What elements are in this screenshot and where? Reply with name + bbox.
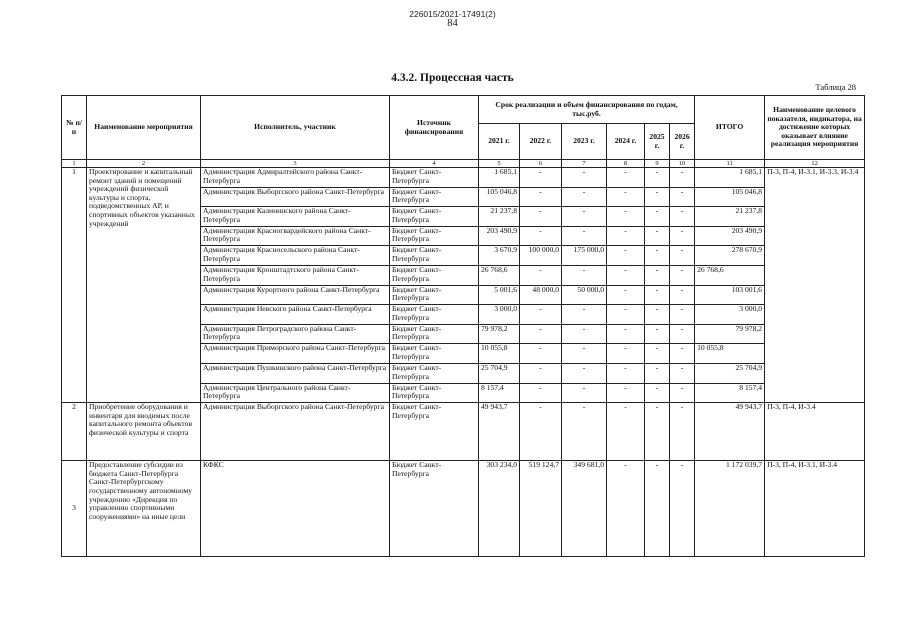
value-2026: - <box>670 403 695 461</box>
col-number: 2 <box>87 160 201 168</box>
value-total: 105 046,8 <box>695 187 765 207</box>
value-total: 10 055,8 <box>695 344 765 364</box>
value-2026: - <box>670 461 695 557</box>
value-2024: - <box>607 265 645 285</box>
header-year: 2022 г. <box>520 124 562 160</box>
value-2022: - <box>520 324 562 344</box>
value-2022: - <box>520 363 562 383</box>
value-2021: 49 943,7 <box>479 403 520 461</box>
value-total: 278 670,9 <box>695 246 765 266</box>
value-2026: - <box>670 324 695 344</box>
col-number: 12 <box>765 160 865 168</box>
activity-name: Предоставление субсидии из бюджета Санкт-Петербурга Санкт-Петербургскому государственному автономному учреждению «Дирекция по управлению спортивными сооружениями» на иные цели <box>87 461 201 557</box>
row-number: 3 <box>62 461 87 557</box>
value-2026: - <box>670 226 695 246</box>
executor-cell: КФКС <box>201 461 390 557</box>
value-2023: 50 000,0 <box>562 285 607 305</box>
value-2024: - <box>607 344 645 364</box>
executor-cell: Администрация Курортного района Санкт-Петербурга <box>201 285 390 305</box>
header-year: 2021 г. <box>479 124 520 160</box>
value-2023: - <box>562 383 607 403</box>
value-2021: 8 157,4 <box>479 383 520 403</box>
executor-cell: Администрация Выборгского района Санкт-Петербурга <box>201 187 390 207</box>
value-2026: - <box>670 344 695 364</box>
value-2022: - <box>520 187 562 207</box>
executor-cell: Администрация Петроградского района Санкт-Петербурга <box>201 324 390 344</box>
value-2026: - <box>670 363 695 383</box>
value-2023: 349 681,0 <box>562 461 607 557</box>
financing-table <box>61 95 865 557</box>
value-2022: - <box>520 344 562 364</box>
value-2023: - <box>562 403 607 461</box>
col-number: 3 <box>201 160 390 168</box>
value-2023: - <box>562 168 607 188</box>
value-2025: - <box>645 265 670 285</box>
value-2025: - <box>645 461 670 557</box>
col-number: 11 <box>695 160 765 168</box>
value-total: 1 685,1 <box>695 168 765 188</box>
value-total: 3 000,0 <box>695 305 765 325</box>
source-cell: Бюджет Санкт-Петербурга <box>390 324 479 344</box>
row-number: 2 <box>62 403 87 461</box>
activity-name: Проектирование и капитальный ремонт зданий и помещений учреждений физической культуры и спорта, подведомственных АР, и спортивных объектов указанных учреждений <box>87 168 201 403</box>
value-2021: 79 978,2 <box>479 324 520 344</box>
value-2021: 26 768,6 <box>479 265 520 285</box>
value-2024: - <box>607 461 645 557</box>
value-2024: - <box>607 168 645 188</box>
value-2022: 48 000,0 <box>520 285 562 305</box>
value-2022: - <box>520 305 562 325</box>
source-cell: Бюджет Санкт-Петербурга <box>390 265 479 285</box>
value-2023: - <box>562 305 607 325</box>
value-2021: 3 670,9 <box>479 246 520 266</box>
value-total: 8 157,4 <box>695 383 765 403</box>
value-total: 103 001,6 <box>695 285 765 305</box>
value-2024: - <box>607 285 645 305</box>
col-number: 6 <box>520 160 562 168</box>
value-2021: 303 234,0 <box>479 461 520 557</box>
header-year: 2024 г. <box>607 124 645 160</box>
value-2022: 100 000,0 <box>520 246 562 266</box>
source-cell: Бюджет Санкт-Петербурга <box>390 207 479 227</box>
value-2025: - <box>645 403 670 461</box>
value-2021: 5 001,6 <box>479 285 520 305</box>
header-name: Наименование мероприятия <box>87 96 201 160</box>
value-2022: - <box>520 403 562 461</box>
col-number: 8 <box>607 160 645 168</box>
indicators-cell: П-3, П-4, И-3.1, И-3.3, И-3.4 <box>765 168 865 403</box>
value-2022: - <box>520 168 562 188</box>
value-2025: - <box>645 207 670 227</box>
value-2025: - <box>645 226 670 246</box>
table-row <box>62 403 865 461</box>
executor-cell: Администрация Адмиралтейского района Санкт-Петербурга <box>201 168 390 188</box>
source-cell: Бюджет Санкт-Петербурга <box>390 305 479 325</box>
header-year: 2025 г. <box>645 124 670 160</box>
indicators-cell: П-3, П-4, И-3.1, И-3.4 <box>765 461 865 557</box>
value-2022: - <box>520 226 562 246</box>
executor-cell: Администрация Невского района Санкт-Петербурга <box>201 305 390 325</box>
value-total: 79 978,2 <box>695 324 765 344</box>
source-cell: Бюджет Санкт-Петербурга <box>390 383 479 403</box>
value-2024: - <box>607 305 645 325</box>
value-2026: - <box>670 207 695 227</box>
column-number-row <box>62 160 865 168</box>
value-2024: - <box>607 207 645 227</box>
executor-cell: Администрация Центрального района Санкт-Петербурга <box>201 383 390 403</box>
table-body <box>62 168 865 557</box>
value-2026: - <box>670 383 695 403</box>
value-total: 25 704,9 <box>695 363 765 383</box>
doc-registration-number: 226015/2021-17491(2) <box>409 9 496 19</box>
executor-cell: Администрация Красносельского района Санкт-Петербурга <box>201 246 390 266</box>
value-2025: - <box>645 285 670 305</box>
table-row <box>62 168 865 188</box>
value-2025: - <box>645 246 670 266</box>
value-2021: 203 490,9 <box>479 226 520 246</box>
table-row <box>62 461 865 557</box>
value-2026: - <box>670 168 695 188</box>
source-cell: Бюджет Санкт-Петербурга <box>390 168 479 188</box>
source-cell: Бюджет Санкт-Петербурга <box>390 246 479 266</box>
value-2023: - <box>562 207 607 227</box>
value-2023: - <box>562 324 607 344</box>
header-source: Источник финансирования <box>390 96 479 160</box>
source-cell: Бюджет Санкт-Петербурга <box>390 461 479 557</box>
value-2024: - <box>607 226 645 246</box>
header-executor: Исполнитель, участник <box>201 96 390 160</box>
document-stamp <box>0 9 905 28</box>
header-year: 2026 г. <box>670 124 695 160</box>
value-2025: - <box>645 168 670 188</box>
source-cell: Бюджет Санкт-Петербурга <box>390 187 479 207</box>
value-2024: - <box>607 246 645 266</box>
value-2025: - <box>645 324 670 344</box>
section-heading: 4.3.2. Процессная часть <box>391 72 514 84</box>
value-2021: 1 685,1 <box>479 168 520 188</box>
value-2026: - <box>670 305 695 325</box>
col-number: 7 <box>562 160 607 168</box>
source-cell: Бюджет Санкт-Петербурга <box>390 285 479 305</box>
executor-cell: Администрация Калининского района Санкт-Петербурга <box>201 207 390 227</box>
value-2025: - <box>645 363 670 383</box>
value-total: 21 237,8 <box>695 207 765 227</box>
value-2023: - <box>562 265 607 285</box>
value-2022: - <box>520 383 562 403</box>
value-2022: - <box>520 265 562 285</box>
header-year: 2023 г. <box>562 124 607 160</box>
executor-cell: Администрация Пушкинского района Санкт-Петербурга <box>201 363 390 383</box>
value-2023: - <box>562 226 607 246</box>
col-number: 5 <box>479 160 520 168</box>
value-2025: - <box>645 344 670 364</box>
executor-cell: Администрация Кронштадтского района Санкт-Петербурга <box>201 265 390 285</box>
source-cell: Бюджет Санкт-Петербурга <box>390 226 479 246</box>
value-2023: 175 000,0 <box>562 246 607 266</box>
value-2023: - <box>562 187 607 207</box>
col-number: 10 <box>670 160 695 168</box>
table-label: Таблица 28 <box>815 82 856 92</box>
value-2026: - <box>670 285 695 305</box>
value-2021: 3 000,0 <box>479 305 520 325</box>
value-total: 1 172 039,7 <box>695 461 765 557</box>
value-2022: 519 124,7 <box>520 461 562 557</box>
activity-name: Приобретение оборудования и инвентаря для вводимых после капитального ремонта объектов физической культуры и спорта <box>87 403 201 461</box>
value-2023: - <box>562 363 607 383</box>
source-cell: Бюджет Санкт-Петербурга <box>390 403 479 461</box>
value-2026: - <box>670 246 695 266</box>
header-no: № п/п <box>62 96 87 160</box>
col-number: 1 <box>62 160 87 168</box>
col-number: 9 <box>645 160 670 168</box>
value-2021: 105 046,8 <box>479 187 520 207</box>
value-2025: - <box>645 305 670 325</box>
value-2021: 25 704,9 <box>479 363 520 383</box>
value-2021: 10 055,8 <box>479 344 520 364</box>
value-total: 203 490,9 <box>695 226 765 246</box>
value-total: 49 943,7 <box>695 403 765 461</box>
row-number: 1 <box>62 168 87 403</box>
value-2024: - <box>607 403 645 461</box>
value-2025: - <box>645 383 670 403</box>
value-2024: - <box>607 383 645 403</box>
executor-cell: Администрация Выборгского района Санкт-Петербурга <box>201 403 390 461</box>
source-cell: Бюджет Санкт-Петербурга <box>390 363 479 383</box>
value-2024: - <box>607 324 645 344</box>
value-2022: - <box>520 207 562 227</box>
header-indicator: Наименование целевого показателя, индикатора, на достижение которых оказывает влияние реализация мероприятия <box>765 96 865 160</box>
indicators-cell: П-3, П-4, И-3.4 <box>765 403 865 461</box>
value-total: 26 768,6 <box>695 265 765 285</box>
header-period: Срок реализации и объем финансирования по годам, тыс.руб. <box>479 96 695 124</box>
executor-cell: Администрация Приморского района Санкт-Петербурга <box>201 344 390 364</box>
executor-cell: Администрация Красногвардейского района Санкт-Петербурга <box>201 226 390 246</box>
value-2024: - <box>607 187 645 207</box>
value-2023: - <box>562 344 607 364</box>
value-2024: - <box>607 363 645 383</box>
value-2025: - <box>645 187 670 207</box>
value-2026: - <box>670 265 695 285</box>
value-2021: 21 237,8 <box>479 207 520 227</box>
page-number: 84 <box>447 18 458 29</box>
source-cell: Бюджет Санкт-Петербурга <box>390 344 479 364</box>
col-number: 4 <box>390 160 479 168</box>
header-total: ИТОГО <box>695 96 765 160</box>
value-2026: - <box>670 187 695 207</box>
